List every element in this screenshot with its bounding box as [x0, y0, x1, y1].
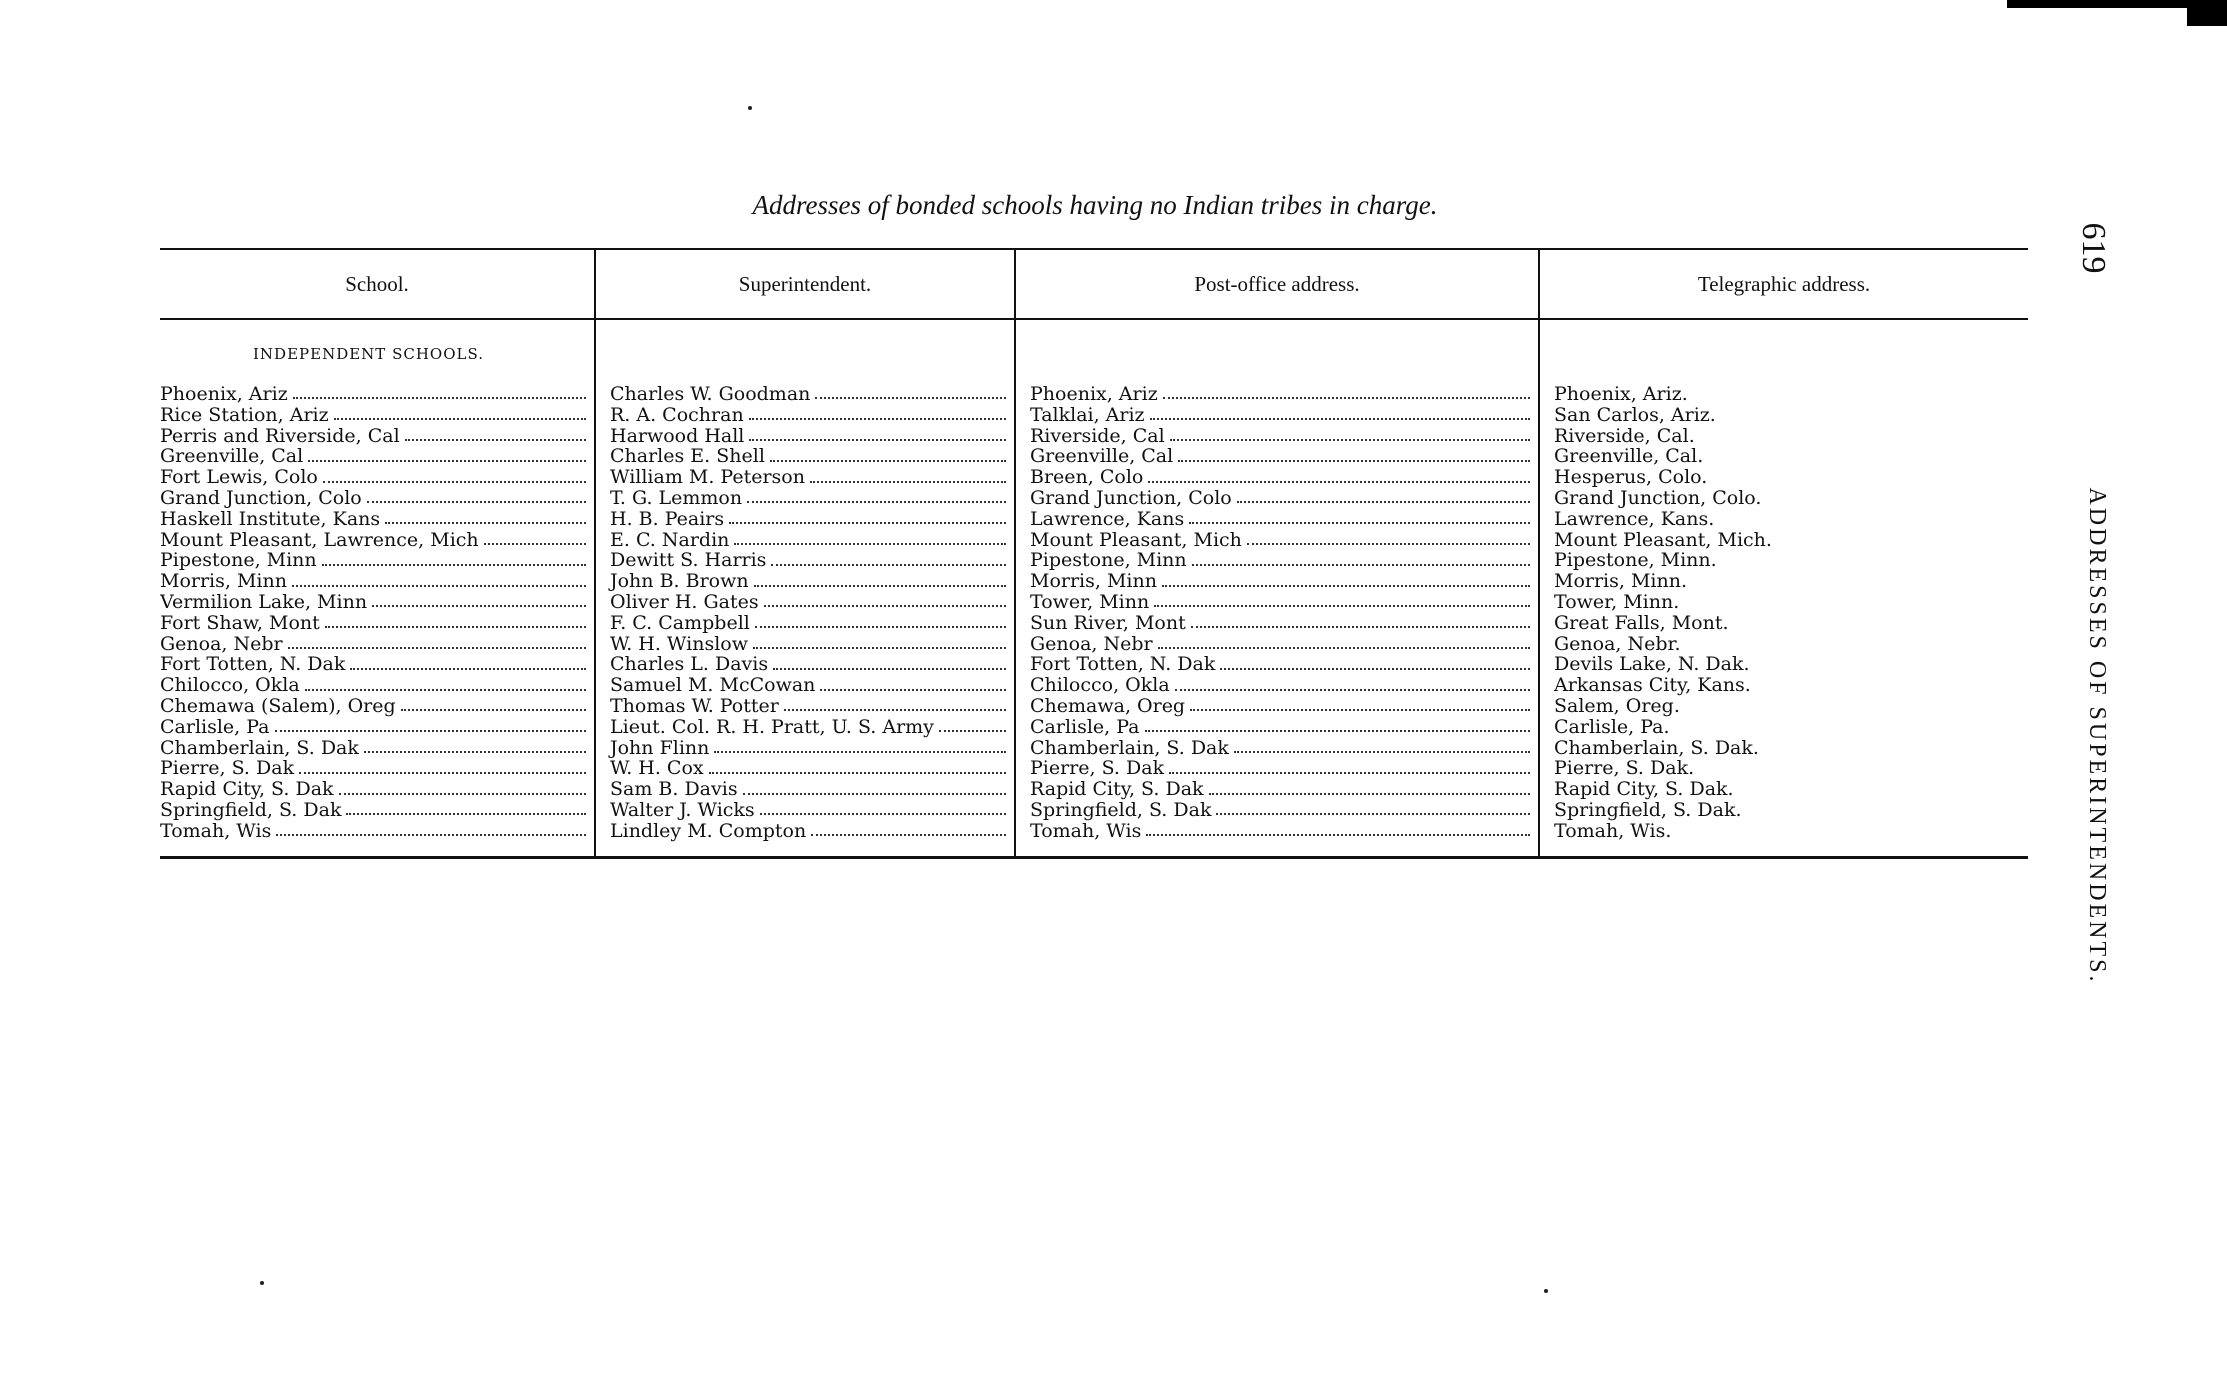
cell-telegraphic: Phoenix, Ariz.	[1554, 384, 1688, 405]
cell-telegraphic: San Carlos, Ariz.	[1554, 404, 1716, 426]
dot-leader	[1216, 811, 1530, 815]
cell-school: Grand Junction, Colo	[160, 487, 362, 509]
dot-leader	[749, 416, 1006, 420]
dot-leader	[1169, 770, 1530, 774]
table-row	[160, 405, 594, 426]
table-row	[1016, 426, 1538, 447]
cell-telegraphic: Rapid City, S. Dak.	[1554, 779, 1734, 800]
table-row	[1540, 384, 2028, 405]
column-body-superintendent	[596, 320, 1014, 856]
cell-post-office: Talklai, Ariz	[1030, 404, 1145, 426]
cell-post-office: Sun River, Mont	[1030, 612, 1186, 634]
table-row	[1016, 384, 1538, 405]
dot-leader	[747, 499, 1006, 503]
dot-leader	[275, 728, 586, 732]
dot-leader	[714, 749, 1006, 753]
table-row	[596, 446, 1014, 467]
cell-post-office: Chemawa, Oreg	[1030, 695, 1186, 717]
table-row	[596, 426, 1014, 447]
cell-telegraphic: Pipestone, Minn.	[1554, 550, 1717, 572]
cell-school: Rice Station, Ariz	[160, 404, 329, 426]
cell-superintendent: Charles L. Davis	[610, 654, 769, 676]
dot-leader	[350, 666, 586, 670]
table-row	[596, 675, 1014, 696]
cell-post-office: Carlisle, Pa	[1030, 716, 1140, 738]
cell-telegraphic: Morris, Minn.	[1554, 571, 1688, 592]
dot-leader	[385, 520, 586, 524]
table-row	[1016, 488, 1538, 509]
dot-leader	[1150, 416, 1530, 420]
table-columns	[160, 250, 2028, 856]
column-post-office	[1016, 250, 1540, 856]
table-row	[160, 550, 594, 571]
dot-leader	[939, 728, 1006, 732]
cell-school: Carlisle, Pa	[160, 716, 270, 738]
dot-leader	[760, 811, 1006, 815]
table-row	[596, 758, 1014, 779]
dot-leader	[820, 687, 1006, 691]
cell-school: Tomah, Wis	[160, 820, 272, 842]
cell-superintendent: John Flinn	[610, 737, 710, 759]
table-row	[596, 821, 1014, 842]
dot-leader	[773, 666, 1006, 670]
cell-post-office: Riverside, Cal	[1030, 425, 1165, 447]
column-body-school	[160, 320, 594, 856]
table-row	[1016, 405, 1538, 426]
table-row	[596, 509, 1014, 530]
cell-school: Vermilion Lake, Minn	[160, 591, 368, 613]
table-row	[1540, 426, 2028, 447]
dot-leader	[334, 416, 586, 420]
table-row	[1016, 571, 1538, 592]
table-row	[1016, 530, 1538, 551]
cell-telegraphic: Great Falls, Mont.	[1554, 612, 1729, 634]
column-header-school: School.	[160, 250, 594, 320]
table-row	[1540, 717, 2028, 738]
cell-post-office: Lawrence, Kans	[1030, 508, 1185, 530]
cell-telegraphic: Devils Lake, N. Dak.	[1554, 654, 1750, 676]
cell-superintendent: E. C. Nardin	[610, 529, 730, 551]
cell-school: Morris, Minn	[160, 571, 287, 592]
table-row	[1540, 758, 2028, 779]
column-header-telegraphic: Telegraphic address.	[1540, 250, 2028, 320]
cell-telegraphic: Hesperus, Colo.	[1554, 467, 1708, 488]
cell-superintendent: H. B. Peairs	[610, 508, 725, 530]
cell-telegraphic: Tomah, Wis.	[1554, 820, 1672, 842]
table-row	[1016, 696, 1538, 717]
dot-leader	[1148, 479, 1530, 483]
dot-leader	[770, 458, 1006, 462]
cell-telegraphic: Salem, Oreg.	[1554, 695, 1680, 717]
cell-post-office: Morris, Minn	[1030, 571, 1157, 592]
cell-telegraphic: Springfield, S. Dak.	[1554, 799, 1742, 821]
table-row	[596, 488, 1014, 509]
table-row	[1016, 509, 1538, 530]
dot-leader	[292, 583, 586, 587]
table-row	[596, 530, 1014, 551]
cell-telegraphic: Arkansas City, Kans.	[1554, 675, 1751, 696]
cell-superintendent: Thomas W. Potter	[610, 695, 779, 717]
cell-post-office: Phoenix, Ariz	[1030, 384, 1158, 405]
table-row	[1540, 488, 2028, 509]
table-row	[596, 613, 1014, 634]
dot-leader	[1191, 624, 1530, 628]
dot-leader	[784, 707, 1006, 711]
dot-leader	[288, 645, 586, 649]
table-row	[1540, 654, 2028, 675]
table-row	[160, 800, 594, 821]
cell-superintendent: Sam B. Davis	[610, 779, 738, 800]
table-title: Addresses of bonded schools having no Indian tribes in charge.	[752, 190, 1438, 220]
dot-leader	[743, 791, 1006, 795]
table-row	[1016, 613, 1538, 634]
table-row	[1016, 592, 1538, 613]
cell-post-office: Pipestone, Minn	[1030, 550, 1187, 572]
cell-superintendent: Samuel M. McCowan	[610, 675, 816, 696]
cell-post-office: Tomah, Wis	[1030, 820, 1142, 842]
table-row	[1016, 779, 1538, 800]
column-body-telegraphic	[1540, 320, 2028, 856]
cell-telegraphic: Tower, Minn.	[1554, 591, 1680, 613]
cell-school: Chamberlain, S. Dak	[160, 737, 359, 759]
table-row	[160, 592, 594, 613]
table-row	[596, 405, 1014, 426]
dot-leader	[1170, 437, 1530, 441]
cell-school: Chemawa (Salem), Oreg	[160, 695, 396, 717]
table-row	[1540, 509, 2028, 530]
table-row	[596, 634, 1014, 655]
table-bottom-rule	[160, 856, 2028, 859]
section-label: INDEPENDENT SCHOOLS.	[253, 345, 484, 363]
page-edge-mark	[2007, 0, 2187, 8]
cell-post-office: Chilocco, Okla	[1030, 675, 1170, 696]
table-row	[160, 696, 594, 717]
column-header-superintendent: Superintendent.	[596, 250, 1014, 320]
table-row	[1540, 821, 2028, 842]
table-row	[596, 467, 1014, 488]
school-rows	[160, 384, 594, 842]
table-row	[160, 530, 594, 551]
schools-table	[160, 248, 2028, 859]
cell-superintendent: Walter J. Wicks	[610, 799, 755, 821]
table-row	[596, 738, 1014, 759]
table-row	[160, 446, 594, 467]
table-row	[1016, 738, 1538, 759]
table-row	[1016, 717, 1538, 738]
print-speck	[1544, 1289, 1548, 1293]
page-edge-mark-block	[2187, 0, 2227, 26]
dot-leader	[325, 624, 586, 628]
table-row	[160, 738, 594, 759]
table-row	[1540, 530, 2028, 551]
dot-leader	[276, 832, 586, 836]
cell-school: Fort Shaw, Mont	[160, 612, 320, 634]
table-row	[1540, 467, 2028, 488]
table-row	[1540, 446, 2028, 467]
cell-superintendent: Lindley M. Compton	[610, 820, 807, 842]
cell-superintendent: William M. Peterson	[610, 467, 805, 488]
cell-superintendent: Charles W. Goodman	[610, 384, 811, 405]
dot-leader	[1237, 499, 1530, 503]
cell-post-office: Fort Totten, N. Dak	[1030, 654, 1216, 676]
post-office-rows	[1016, 384, 1538, 842]
dot-leader	[1162, 583, 1530, 587]
table-row	[160, 779, 594, 800]
table-row	[1540, 634, 2028, 655]
dot-leader	[1158, 645, 1530, 649]
cell-telegraphic: Carlisle, Pa.	[1554, 716, 1670, 738]
table-row	[160, 509, 594, 530]
cell-telegraphic: Grand Junction, Colo.	[1554, 487, 1762, 509]
cell-school: Greenville, Cal	[160, 446, 304, 468]
cell-post-office: Rapid City, S. Dak	[1030, 779, 1204, 800]
table-row	[160, 654, 594, 675]
dot-leader	[749, 437, 1006, 441]
dot-leader	[1163, 395, 1530, 399]
table-row	[160, 571, 594, 592]
table-row	[1016, 550, 1538, 571]
cell-school: Genoa, Nebr	[160, 633, 283, 655]
cell-post-office: Breen, Colo	[1030, 467, 1144, 488]
dot-leader	[1154, 603, 1530, 607]
cell-post-office: Tower, Minn	[1030, 591, 1150, 613]
dot-leader	[293, 395, 586, 399]
cell-post-office: Pierre, S. Dak	[1030, 758, 1165, 780]
table-row	[1016, 821, 1538, 842]
cell-superintendent: Dewitt S. Harris	[610, 550, 767, 572]
cell-school: Perris and Riverside, Cal	[160, 425, 400, 447]
dot-leader	[339, 791, 586, 795]
dot-leader	[1190, 707, 1530, 711]
cell-post-office: Springfield, S. Dak	[1030, 799, 1212, 821]
dot-leader	[734, 541, 1006, 545]
cell-telegraphic: Chamberlain, S. Dak.	[1554, 737, 1759, 759]
dot-leader	[367, 499, 586, 503]
cell-superintendent: F. C. Campbell	[610, 612, 750, 634]
cell-school: Pierre, S. Dak	[160, 758, 295, 780]
cell-school: Mount Pleasant, Lawrence, Mich	[160, 529, 479, 551]
table-row	[596, 592, 1014, 613]
table-row	[1016, 675, 1538, 696]
cell-school: Fort Totten, N. Dak	[160, 654, 346, 676]
cell-superintendent: R. A. Cochran	[610, 404, 744, 426]
table-row	[596, 571, 1014, 592]
cell-superintendent: W. H. Winslow	[610, 633, 748, 655]
cell-school: Rapid City, S. Dak	[160, 779, 334, 800]
telegraphic-rows	[1540, 384, 2028, 842]
dot-leader	[1189, 520, 1530, 524]
column-telegraphic	[1540, 250, 2028, 856]
table-row	[160, 488, 594, 509]
column-body-post-office	[1016, 320, 1538, 856]
page-number: 619	[2075, 222, 2112, 274]
cell-telegraphic: Lawrence, Kans.	[1554, 508, 1715, 530]
table-row	[596, 654, 1014, 675]
column-superintendent	[596, 250, 1016, 856]
table-row	[596, 384, 1014, 405]
dot-leader	[764, 603, 1006, 607]
table-row	[160, 613, 594, 634]
cell-school: Pipestone, Minn	[160, 550, 317, 572]
table-row	[596, 800, 1014, 821]
table-row	[1540, 696, 2028, 717]
dot-leader	[364, 749, 586, 753]
dot-leader	[815, 395, 1006, 399]
print-speck	[748, 106, 752, 110]
table-row	[1016, 446, 1538, 467]
cell-superintendent: W. H. Cox	[610, 758, 704, 780]
dot-leader	[1247, 541, 1530, 545]
dot-leader	[754, 583, 1006, 587]
table-row	[596, 550, 1014, 571]
dot-leader	[811, 832, 1006, 836]
running-head: ADDRESSES OF SUPERINTENDENTS.	[2084, 487, 2110, 985]
table-row	[1016, 800, 1538, 821]
dot-leader	[1145, 728, 1530, 732]
dot-leader	[308, 458, 586, 462]
cell-superintendent: Lieut. Col. R. H. Pratt, U. S. Army	[610, 716, 934, 738]
cell-superintendent: T. G. Lemmon	[610, 487, 743, 509]
table-row	[1540, 779, 2028, 800]
dot-leader	[346, 811, 586, 815]
dot-leader	[1146, 832, 1530, 836]
cell-superintendent: John B. Brown	[610, 571, 749, 592]
cell-telegraphic: Greenville, Cal.	[1554, 446, 1704, 468]
cell-school: Phoenix, Ariz	[160, 384, 288, 405]
table-row	[1540, 675, 2028, 696]
table-row	[160, 821, 594, 842]
dot-leader	[305, 687, 586, 691]
table-row	[596, 717, 1014, 738]
dot-leader	[755, 624, 1006, 628]
dot-leader	[1220, 666, 1530, 670]
dot-leader	[299, 770, 586, 774]
dot-leader	[372, 603, 586, 607]
dot-leader	[401, 707, 586, 711]
table-row	[1540, 592, 2028, 613]
dot-leader	[1234, 749, 1530, 753]
table-row	[1540, 800, 2028, 821]
cell-telegraphic: Mount Pleasant, Mich.	[1554, 529, 1772, 551]
dot-leader	[1175, 687, 1530, 691]
column-header-post-office: Post-office address.	[1016, 250, 1538, 320]
column-school	[160, 250, 596, 856]
cell-school: Fort Lewis, Colo	[160, 467, 318, 488]
dot-leader	[753, 645, 1006, 649]
dot-leader	[729, 520, 1006, 524]
dot-leader	[405, 437, 586, 441]
table-row	[160, 675, 594, 696]
table-row	[1540, 405, 2028, 426]
print-speck	[260, 1281, 264, 1285]
table-row	[1016, 654, 1538, 675]
cell-school: Chilocco, Okla	[160, 675, 300, 696]
dot-leader	[322, 562, 586, 566]
cell-school: Haskell Institute, Kans	[160, 508, 381, 530]
table-row	[1540, 571, 2028, 592]
cell-superintendent: Oliver H. Gates	[610, 591, 759, 613]
table-row	[1540, 613, 2028, 634]
dot-leader	[323, 479, 586, 483]
cell-superintendent: Harwood Hall	[610, 425, 745, 447]
cell-telegraphic: Genoa, Nebr.	[1554, 633, 1681, 655]
superintendent-rows	[596, 384, 1014, 842]
cell-post-office: Grand Junction, Colo	[1030, 487, 1232, 509]
dot-leader	[1209, 791, 1530, 795]
cell-telegraphic: Riverside, Cal.	[1554, 425, 1695, 447]
table-row	[1540, 738, 2028, 759]
cell-post-office: Mount Pleasant, Mich	[1030, 529, 1242, 551]
table-row	[596, 696, 1014, 717]
table-row	[160, 384, 594, 405]
table-row	[160, 467, 594, 488]
table-row	[1540, 550, 2028, 571]
dot-leader	[810, 479, 1006, 483]
cell-post-office: Chamberlain, S. Dak	[1030, 737, 1229, 759]
table-row	[160, 717, 594, 738]
dot-leader	[1178, 458, 1530, 462]
table-row	[1016, 634, 1538, 655]
cell-post-office: Greenville, Cal	[1030, 446, 1174, 468]
table-row	[596, 779, 1014, 800]
table-row	[160, 758, 594, 779]
cell-telegraphic: Pierre, S. Dak.	[1554, 758, 1695, 780]
dot-leader	[484, 541, 586, 545]
table-row	[1016, 467, 1538, 488]
dot-leader	[709, 770, 1006, 774]
cell-post-office: Genoa, Nebr	[1030, 633, 1153, 655]
table-row	[160, 426, 594, 447]
cell-school: Springfield, S. Dak	[160, 799, 342, 821]
table-row	[1016, 758, 1538, 779]
table-row	[160, 634, 594, 655]
dot-leader	[1192, 562, 1530, 566]
cell-superintendent: Charles E. Shell	[610, 446, 765, 468]
dot-leader	[771, 562, 1006, 566]
